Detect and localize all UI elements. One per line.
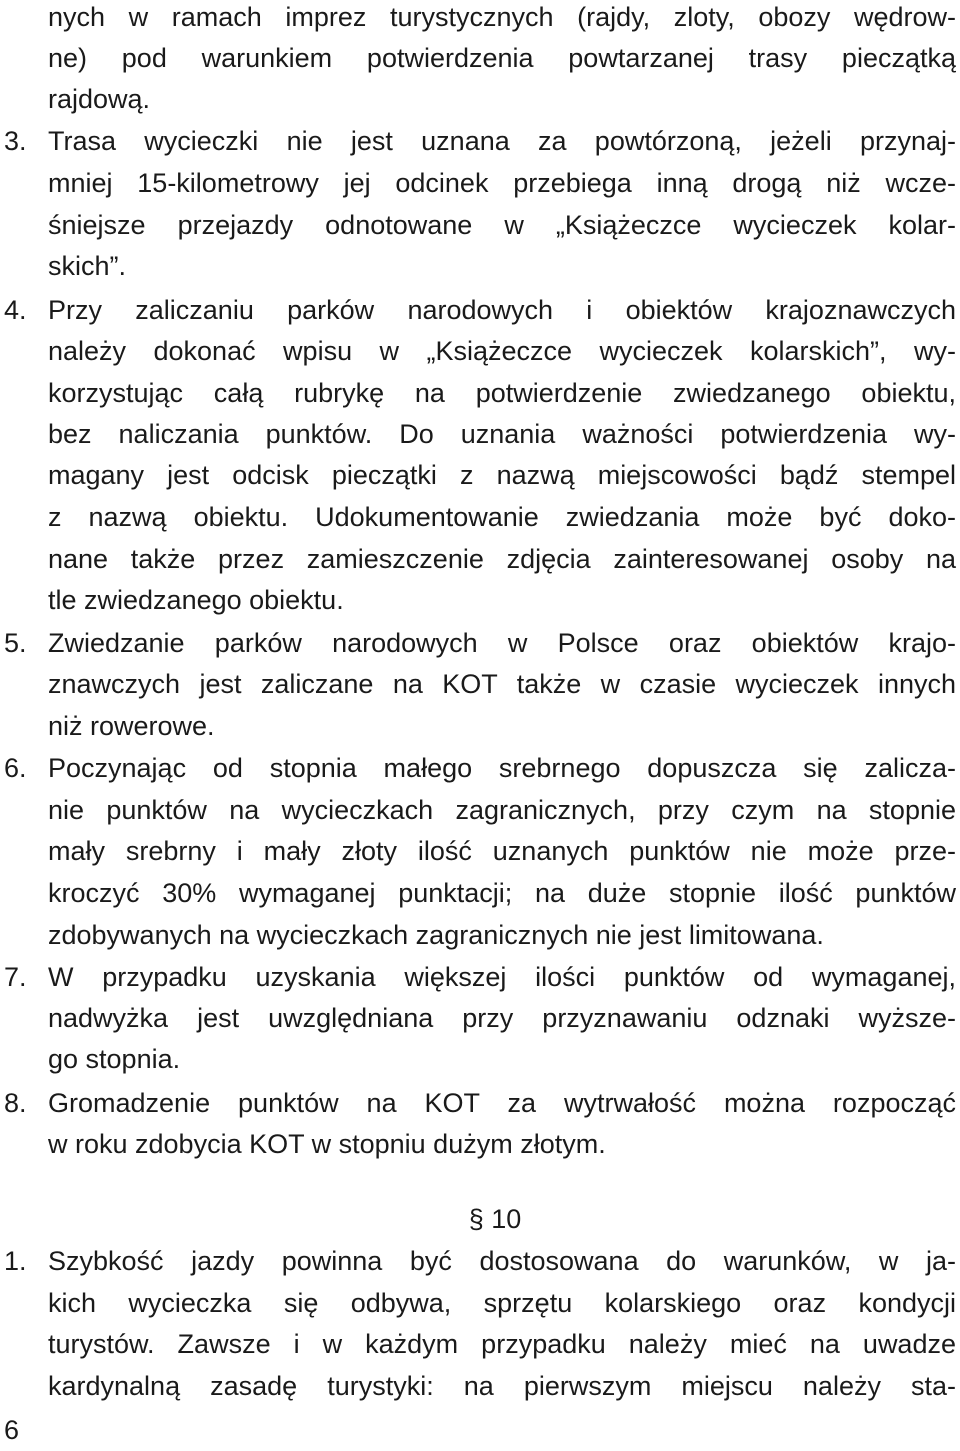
item-line: bez naliczania punktów. Do uznania ważności potwierdzenia wy- <box>48 419 956 449</box>
item-line: kroczyć 30% wymaganej punktacji; na duże stopnie ilość punktów <box>48 878 956 908</box>
item-line: Gromadzenie punktów na KOT za wytrwałość można rozpocząć <box>48 1088 956 1118</box>
page-number: 6 <box>4 1415 20 1445</box>
item-number: 4. <box>4 295 27 325</box>
item-line: mniej 15-kilometrowy jej odcinek przebiega inną drogą niż wcze- <box>48 168 956 198</box>
item-line: zdobywanych na wycieczkach zagranicznych nie jest limitowana. <box>48 920 824 950</box>
item-line: kich wycieczka się odbywa, sprzętu kolarskiego oraz kondycji <box>48 1288 956 1318</box>
intro-line: ne) pod warunkiem potwierdzenia powtarzanej trasy pieczątką <box>48 43 956 73</box>
item-line: niż rowerowe. <box>48 711 215 741</box>
item-number: 5. <box>4 628 27 658</box>
item-line: nadwyżka jest uwzględniana przy przyznawaniu odznaki wyższe- <box>48 1003 956 1033</box>
item-line: w roku zdobycia KOT w stopniu dużym złotym. <box>48 1129 606 1159</box>
item-line: turystów. Zawsze i w każdym przypadku należy mieć na uwadze <box>48 1329 956 1359</box>
item-number: 8. <box>4 1088 27 1118</box>
item-line: tle zwiedzanego obiektu. <box>48 585 344 615</box>
item-line: Trasa wycieczki nie jest uznana za powtórzoną, jeżeli przynaj- <box>48 126 956 156</box>
item-line: należy dokonać wpisu w „Książeczce wycieczek kolarskich”, wy- <box>48 336 956 366</box>
item-number: 6. <box>4 753 27 783</box>
item-line: znawczych jest zaliczane na KOT także w czasie wycieczek innych <box>48 669 956 699</box>
item-line: magany jest odcisk pieczątki z nazwą miejscowości bądź stempel <box>48 460 956 490</box>
item-number: 7. <box>4 962 27 992</box>
item-line: nie punktów na wycieczkach zagranicznych, przy czym na stopnie <box>48 795 956 825</box>
item-line: skich”. <box>48 251 127 281</box>
item-line: śniejsze przejazdy odnotowane w „Książeczce wycieczek kolar- <box>48 210 956 240</box>
intro-line: rajdową. <box>48 84 151 114</box>
item-number: 1. <box>4 1246 27 1276</box>
section-heading-text: § 10 <box>468 1204 522 1234</box>
item-line: Przy zaliczaniu parków narodowych i obiektów krajoznawczych <box>48 295 956 325</box>
item-line: go stopnia. <box>48 1044 181 1074</box>
item-line: z nazwą obiektu. Udokumentowanie zwiedzania może być doko- <box>48 502 956 532</box>
item-line: mały srebrny i mały złoty ilość uznanych punktów nie może prze- <box>48 836 956 866</box>
item-line: W przypadku uzyskania większej ilości punktów od wymaganej, <box>48 962 956 992</box>
item-line: Poczynając od stopnia małego srebrnego dopuszcza się zalicza- <box>48 753 956 783</box>
intro-line: nych w ramach imprez turystycznych (rajdy, zloty, obozy wędrow- <box>48 2 956 32</box>
item-line: Zwiedzanie parków narodowych w Polsce oraz obiektów krajo- <box>48 628 956 658</box>
item-line: Szybkość jazdy powinna być dostosowana do warunków, w ja- <box>48 1246 956 1276</box>
item-line: nane także przez zamieszczenie zdjęcia zainteresowanej osoby na <box>48 544 956 574</box>
item-number: 3. <box>4 126 27 156</box>
item-line: kardynalną zasadę turystyki: na pierwszym miejscu należy sta- <box>48 1371 956 1401</box>
item-line: korzystując całą rubrykę na potwierdzenie zwiedzanego obiektu, <box>48 378 956 408</box>
section-heading <box>0 1199 960 1239</box>
